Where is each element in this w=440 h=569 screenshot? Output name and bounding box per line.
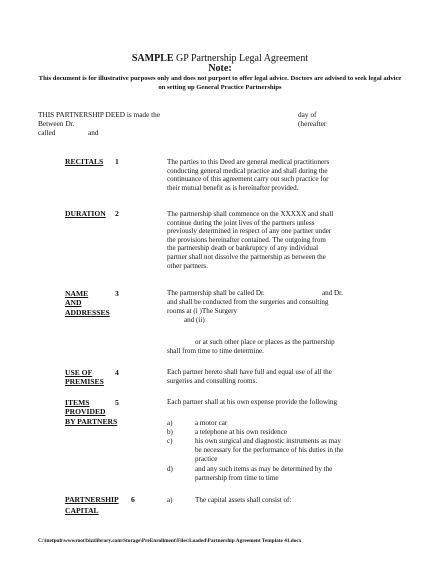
deed-called: called	[38, 128, 56, 137]
items-heading-2: PROVIDED	[65, 407, 106, 416]
items-intro: Each partner shall at his own expense provide the following	[167, 398, 338, 406]
names-line: or at such other place or places as the partnership	[195, 338, 335, 346]
title-sample: SAMPLE	[131, 53, 174, 64]
names-line: The partnership shall be called Dr.	[167, 289, 265, 297]
duration-heading: DURATION	[65, 209, 106, 218]
capital-heading-1: PARTNERSHIP	[65, 495, 119, 504]
item-text: practice	[195, 455, 218, 463]
names-line: and Dr.	[322, 289, 343, 297]
disclaimer: This document is for illustrative purposes only and does not purport to offer legal advice. Doctors are advised to seek legal advice on setting up General Practice Partnerships	[38, 75, 402, 91]
names-heading-3: ADDRESSES	[65, 308, 110, 317]
deed-hereafter: (hereafter	[298, 119, 327, 128]
deed-and: and	[88, 128, 99, 137]
capital-label: a)	[167, 496, 173, 504]
names-line: and (ii)	[184, 316, 205, 324]
recitals-heading: RECITALS	[65, 157, 104, 166]
duration-number: 2	[115, 209, 119, 218]
recitals-line: conducting general medical practice and shall during the	[167, 166, 328, 175]
duration-line: partner shall not dissolve the partnership as between the	[167, 252, 326, 261]
item-label: b)	[167, 428, 173, 436]
note-heading: Note:	[208, 63, 232, 74]
names-line: and shall be conducted from the surgeries and consulting	[167, 298, 329, 306]
item-text: and any such items as may be determined by the	[195, 465, 333, 473]
duration-line: the partnership death or bankruptcy of any individual	[167, 244, 319, 253]
items-heading-1: ITEMS	[65, 398, 90, 407]
names-line: shall from time to time determine.	[167, 347, 264, 355]
item-label: a)	[167, 419, 173, 427]
item-text: a telephone at his own residence	[195, 428, 287, 436]
capital-heading-2: CAPITAL	[65, 506, 99, 515]
items-heading-3: BY PARTNERS	[65, 417, 118, 426]
deed-line: THIS PARTNERSHIP DEED is made the	[38, 110, 161, 119]
item-text: a motor car	[195, 419, 228, 427]
deed-between: Between Dr.	[38, 119, 75, 128]
duration-line: other partners.	[167, 261, 208, 270]
duration-text	[167, 210, 407, 270]
recitals-line: their mutual benefit as is hereinafter provided.	[167, 183, 299, 192]
premises-number: 4	[115, 368, 119, 377]
recitals-text	[167, 158, 407, 192]
duration-line: the provisions hereinafter contained. The outgoing from	[167, 235, 326, 244]
item-label: c)	[167, 437, 173, 445]
item-label: d)	[167, 465, 173, 473]
names-line: rooms at (i )The Surgery	[167, 307, 238, 315]
items-number: 5	[115, 398, 119, 407]
names-number: 3	[115, 289, 119, 298]
duration-line: The partnership shall commence on the XXXXX and shall	[167, 210, 334, 218]
premises-line: Each partner hereto shall have full and equal use of all the	[167, 368, 332, 376]
recitals-number: 1	[115, 157, 119, 166]
recitals-line: The parties to this Deed are general medical practitioners	[167, 158, 330, 166]
capital-number: 6	[131, 495, 135, 504]
title-rest: GP Partnership Legal Agreement	[173, 53, 309, 64]
capital-text: The capital assets shall consist of:	[195, 496, 292, 504]
duration-line: continue during the joint lives of the partners unless	[167, 218, 315, 227]
item-text: be necessary for the performance of his duties in the	[195, 446, 344, 454]
premises-heading-1: USE OF	[65, 368, 93, 377]
deed-day-of: day of	[298, 110, 317, 119]
premises-line: surgeries and consulting rooms.	[167, 376, 258, 385]
premises-text	[167, 368, 407, 385]
premises-heading-2: PREMISES	[65, 377, 104, 386]
duration-line: previously determined in respect of any one partner under	[167, 227, 332, 236]
recitals-line: continuance of this agreement carry out such practice for	[167, 175, 329, 184]
item-text: partnership from time to time	[195, 474, 279, 482]
names-heading-1: NAME	[65, 289, 89, 298]
item-text: his own surgical and diagnostic instruments as may	[195, 437, 341, 445]
names-heading-2: AND	[65, 298, 82, 307]
file-path-footer: C:\inetpub\wwwroot\bizzlibrary.com\Storage\PreEnrollment\Files\Loaded\Partnership Agreement Template 41.docx	[38, 538, 302, 544]
